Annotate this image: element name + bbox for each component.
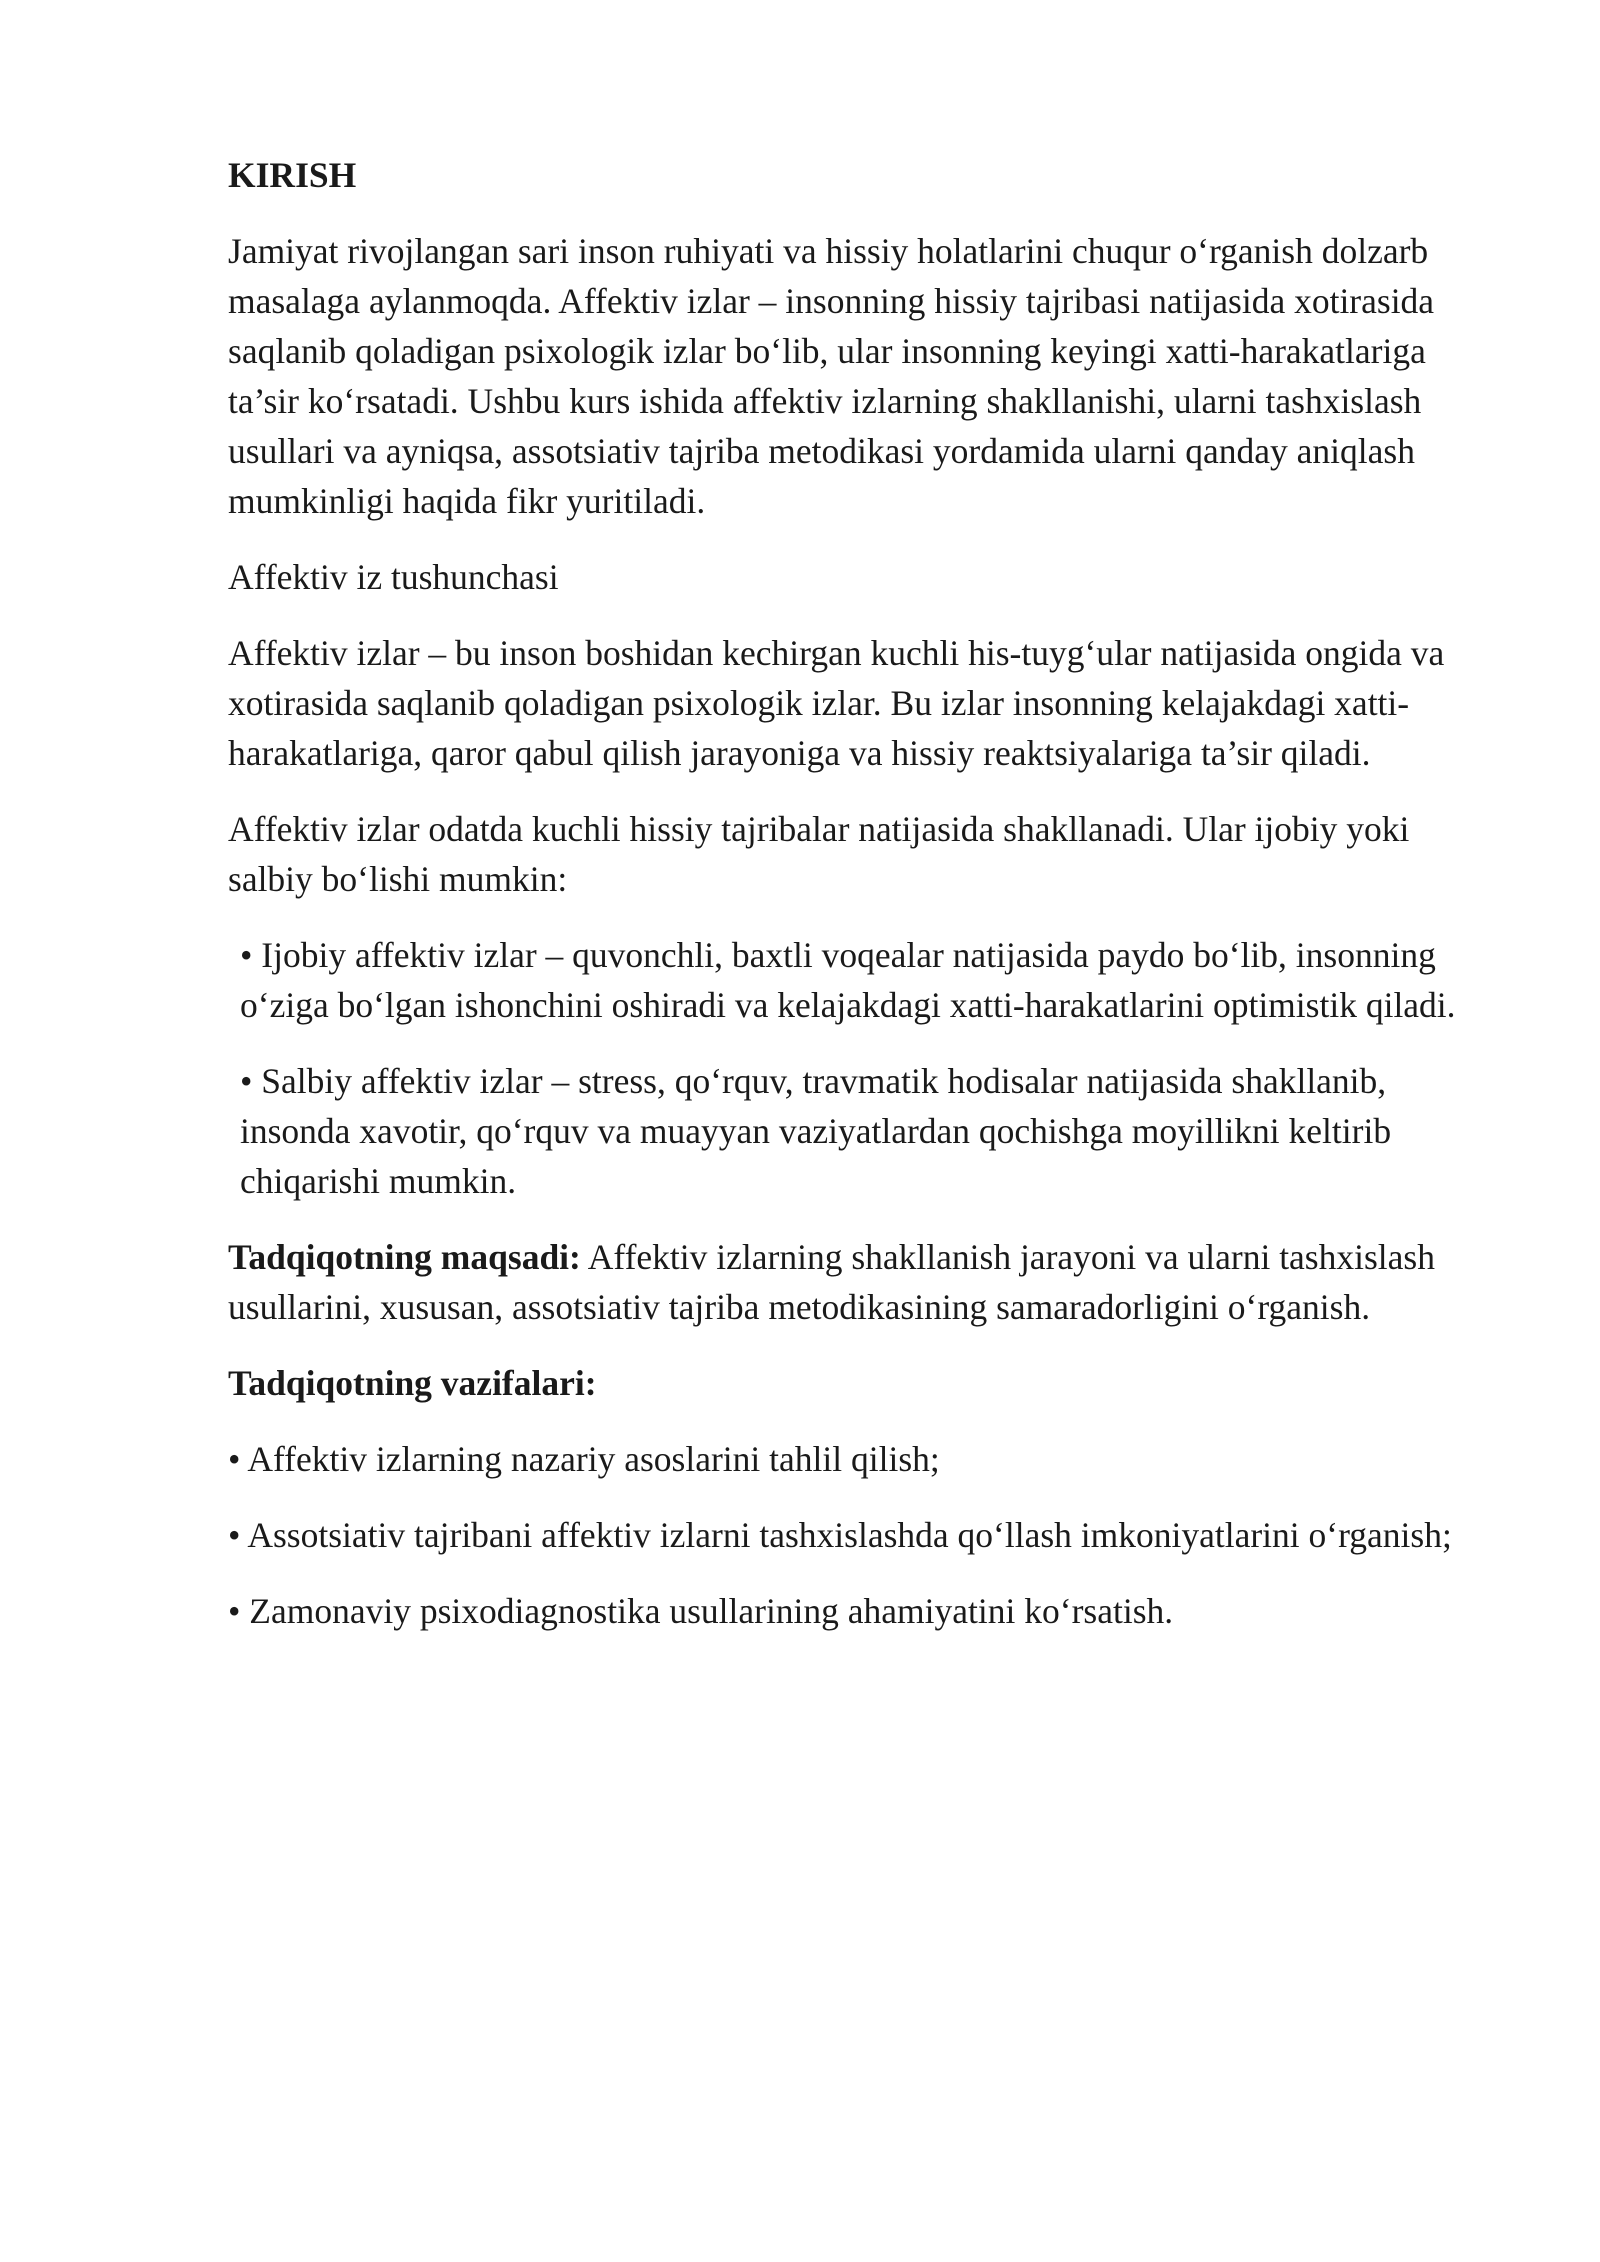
subheading: Affektiv iz tushunchasi: [228, 557, 559, 597]
goal-label: Tadqiqotning maqsadi:: [228, 1237, 581, 1277]
tasks-heading: Tadqiqotning vazifalari:: [228, 1363, 597, 1403]
task-item: • Assotsiativ tajribani affektiv izlarni tashxislashda qo‘llash imkoniyatlarini o‘rganish;: [228, 1515, 1452, 1555]
section-heading: KIRISH: [228, 155, 357, 195]
intro-paragraph: Jamiyat rivojlangan sari inson ruhiyati va hissiy holatlarini chuqur o‘rganish dolzarb masalaga aylanmoqda. Affektiv izlar – insonning hissiy tajribasi natijasida xotirasida saqlanib qoladigan psixologik izlar bo‘lib, ular insonning keyingi xatti-harakatlariga ta’sir ko‘rsatadi. Ushbu kurs ishida affektiv izlarning shakllanishi, ularni tashxislash usullari va ayniqsa, assotsiativ tajriba metodikasi yordamida ularni qanday aniqlash mumkinligi haqida fikr yuritiladi.: [228, 231, 1435, 521]
document-page: [228, 150, 1493, 1662]
task-item: • Affektiv izlarning nazariy asoslarini tahlil qilish;: [228, 1439, 940, 1479]
definition-paragraph: Affektiv izlar – bu inson boshidan kechirgan kuchli his-tuyg‘ular natijasida ongida va xotirasida saqlanib qoladigan psixologik izlar. Bu izlar insonning kelajakdagi xatti-harakatlariga, qaror qabul qilish jarayoniga va hissiy reaktsiyalariga ta’sir qiladi.: [228, 633, 1445, 773]
positive-trace-item: • Ijobiy affektiv izlar – quvonchli, baxtli voqealar natijasida paydo bo‘lib, insonning o‘ziga bo‘lgan ishonchini oshiradi va kelajakdagi xatti-harakatlarini optimistik qiladi.: [240, 935, 1456, 1025]
goal-paragraph: [228, 1232, 1493, 1332]
negative-trace-item: • Salbiy affektiv izlar – stress, qo‘rquv, travmatik hodisalar natijasida shakllanib, insonda xavotir, qo‘rquv va muayyan vaziyatlardan qochishga moyillikni keltirib chiqarishi mumkin.: [240, 1061, 1392, 1201]
goal-text: Affektiv izlarning shakllanish jarayoni va ularni tashxislash usullarini, xususan, assotsiativ tajriba metodikasining samaradorligini o‘rganish.: [228, 1237, 1435, 1327]
task-item: • Zamonaviy psixodiagnostika usullarining ahamiyatini ko‘rsatish.: [228, 1591, 1174, 1631]
types-intro-paragraph: Affektiv izlar odatda kuchli hissiy tajribalar natijasida shakllanadi. Ular ijobiy yoki salbiy bo‘lishi mumkin:: [228, 809, 1410, 899]
